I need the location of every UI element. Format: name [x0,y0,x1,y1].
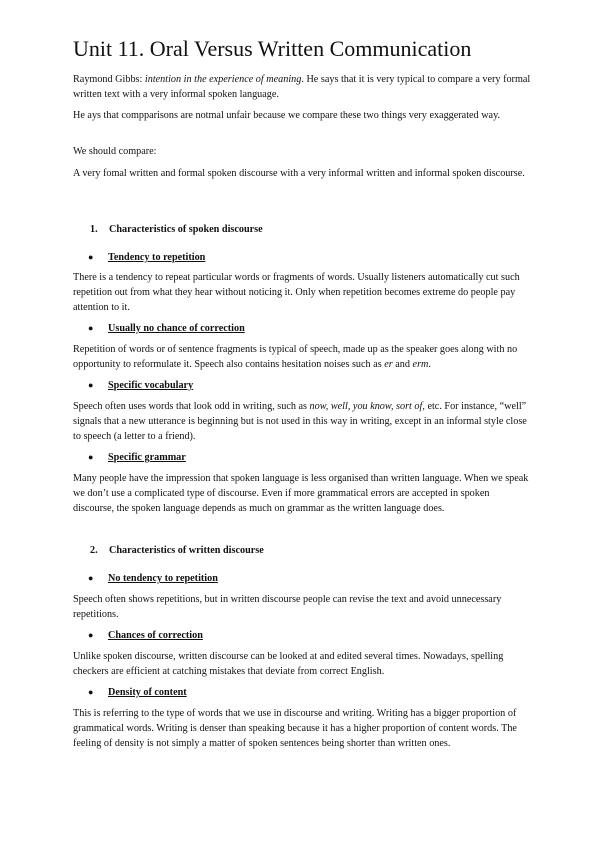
paragraph-specific-vocabulary: Speech often uses words that look odd in writing, such as now, well, you know, sort of, etc. For instance, “well” signals that a new utterance is beginning but is not used in this way in writing, except in an informal style close to speech (a letter to a friend). [73,401,527,442]
paragraph-specific-grammar: Many people have the impression that spoken language is less organised than written language. When we speak we don’t use a complicated type of discourse. Even if more grammatical errors are accepted in spoken discourse, the spoken language depends as much on grammar as the written language does. [73,473,529,514]
section-heading-written: 2. Characteristics of written discourse [90,545,264,556]
bullet-specific-grammar: ● Specific grammar [88,452,186,463]
paragraph-no-chance-of-correction: Repetition of words or of sentence fragments is typical of speech, made up as the speaker goes along with no opportunity to reformulate it. Speech also contains hesitation noises such as er and erm. [73,344,518,370]
section-number: 2. [90,545,98,556]
paragraph-density-of-content: This is referring to the type of words that we use in discourse and writing. Writing has a bigger proportion of grammatical words. Writing is denser than speaking because it has a higher proportion of content words. The feeling of density is not simply a matter of spoken sentences being shorter than written ones. [73,708,517,749]
section-number: 1. [90,224,98,235]
paragraph-comparisons: He ays that compparisons are notmal unfair because we compare these two things very exaggerated way. [73,110,501,121]
bullet-icon: ● [88,452,94,462]
work-title: intention in the experience of meaning [144,74,302,85]
bullet-no-chance-of-correction: ● Usually no chance of correction [88,323,245,334]
bullet-icon: ● [88,252,94,262]
bullet-density-of-content: ● Density of content [88,687,187,698]
bullet-specific-vocabulary: ● Specific vocabulary [88,380,194,391]
bullet-no-tendency-to-repetition: ● No tendency to repetition [88,573,218,584]
paragraph-should-compare: We should compare: [73,146,157,157]
paragraph-formal-informal: A very fomal written and formal spoken discourse with a very informal written and informal spoken discourse. [73,168,525,179]
bullet-icon: ● [88,630,94,640]
section-heading-spoken: 1. Characteristics of spoken discourse [90,224,263,235]
intro-paragraph: Raymond Gibbs: intention in the experience of meaning. He says that it is very typical to compare a very formal written text with a very informal spoken language. [73,74,531,100]
paragraph-chances-of-correction: Unlike spoken discourse, written discourse can be looked at and edited several times. Nowadays, spelling checkers are efficient at catching mistakes that deviate from correct English. [73,651,504,677]
page-title: Unit 11. Oral Versus Written Communication [73,36,472,61]
bullet-chances-of-correction: ● Chances of correction [88,630,203,641]
paragraph-no-tendency-to-repetition: Speech often shows repetitions, but in written discourse people can revise the text and avoid unnecessary repetitions. [73,594,502,620]
bullet-icon: ● [88,687,94,697]
bullet-tendency-to-repetition: ● Tendency to repetition [88,252,206,263]
paragraph-tendency-to-repetition: There is a tendency to repeat particular words or fragments of words. Usually listeners automatically cut such repetition out from what they hear without noticing it. Only when repetition becomes extreme do people pay attention to it. [73,272,520,313]
bullet-icon: ● [88,573,94,583]
bullet-icon: ● [88,323,94,333]
bullet-icon: ● [88,380,94,390]
author-name: Raymond Gibbs [73,74,140,85]
